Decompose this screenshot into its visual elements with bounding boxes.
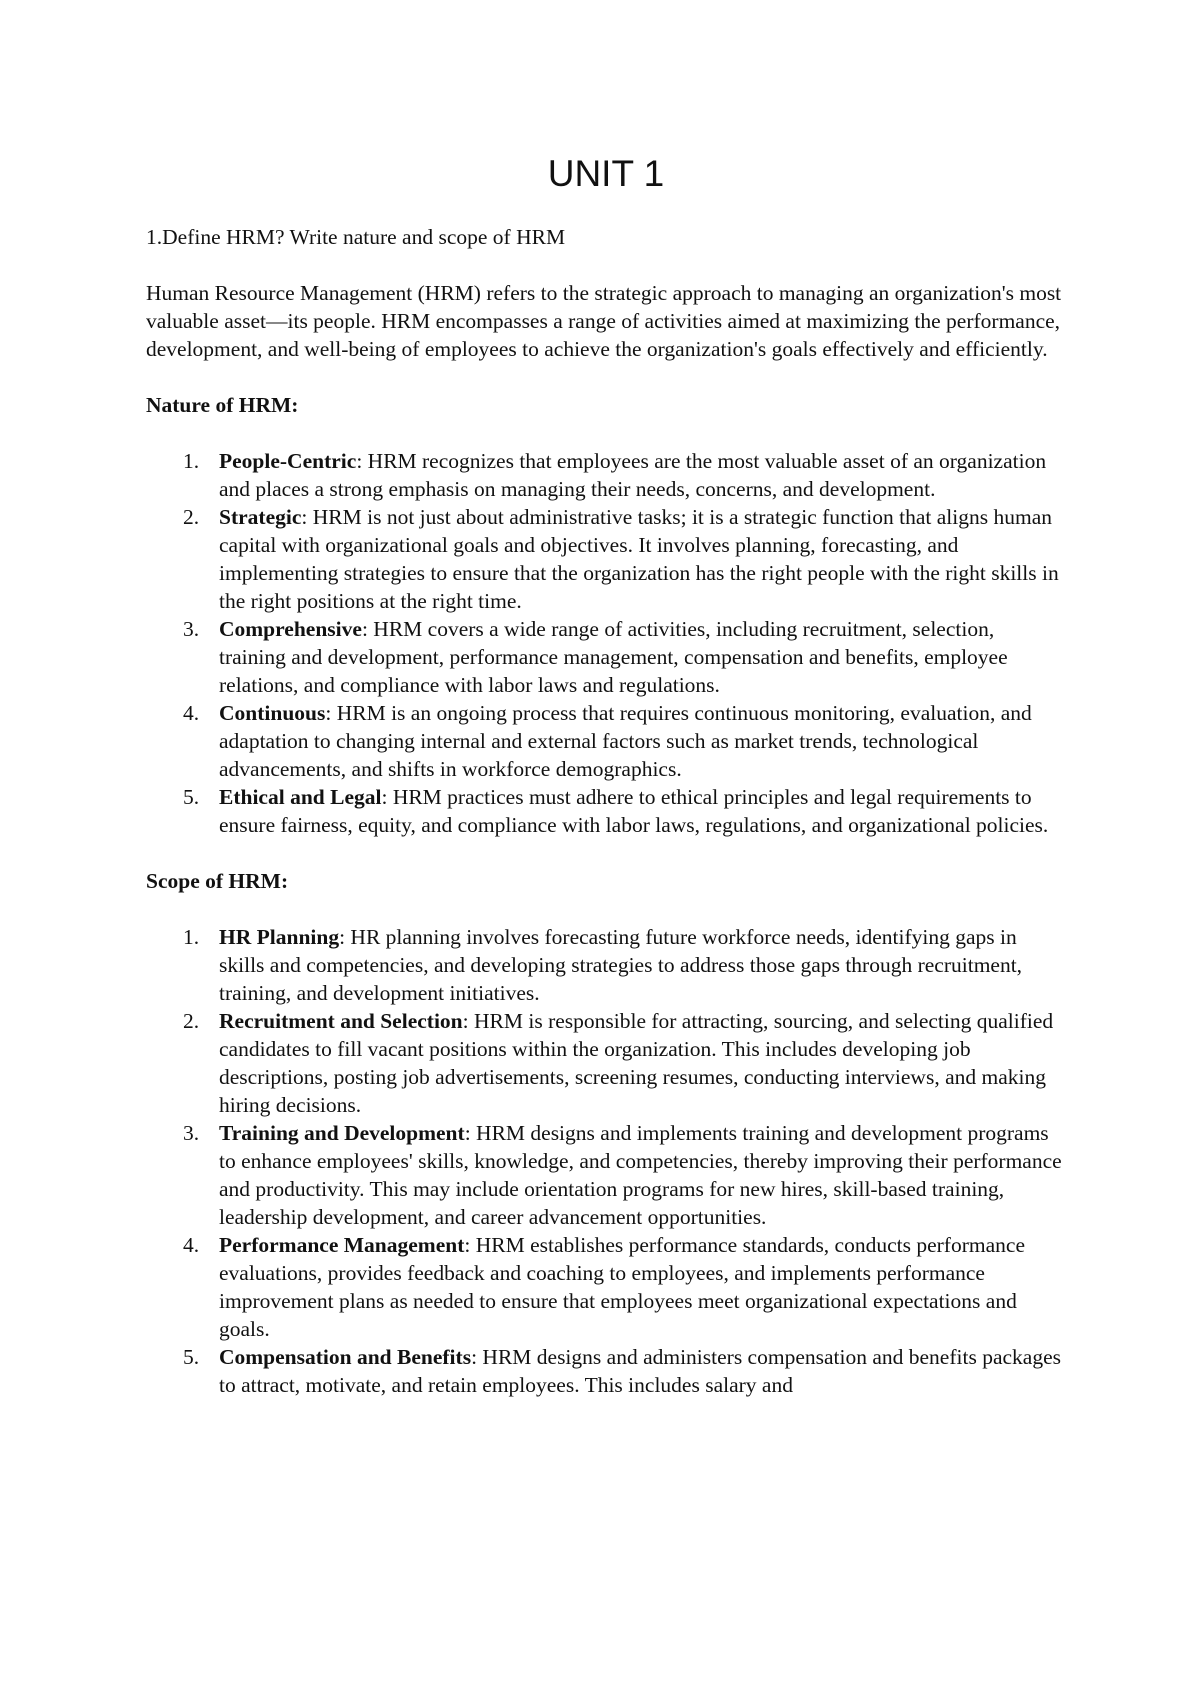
list-term: Strategic <box>219 505 302 529</box>
list-number: 2. <box>183 505 200 529</box>
nature-heading: Nature of HRM: <box>146 393 299 417</box>
list-item <box>146 1343 1066 1399</box>
list-number: 4. <box>183 701 200 725</box>
list-item <box>146 615 1066 699</box>
list-text: : HRM is responsible for attracting, sourcing, and selecting qualified candidates to fill vacant positions within the organization. This includes developing job descriptions, posting job advertisements, screening resumes, conducting interviews, and making hiring decisions. <box>219 1009 1054 1117</box>
list-number: 4. <box>183 1233 200 1257</box>
list-item <box>146 783 1066 839</box>
list-text: : HRM practices must adhere to ethical principles and legal requirements to ensure fairness, equity, and compliance with labor laws, regulations, and organizational policies. <box>219 785 1049 837</box>
question-text: 1.Define HRM? Write nature and scope of HRM <box>146 225 566 249</box>
document-body <box>146 223 1066 1427</box>
list-item <box>146 447 1066 503</box>
list-term: Compensation and Benefits <box>219 1345 472 1369</box>
list-term: Training and Development <box>219 1121 465 1145</box>
list-number: 1. <box>183 925 200 949</box>
list-number: 3. <box>183 617 200 641</box>
list-text: : HRM designs and administers compensation and benefits packages to attract, motivate, and retain employees. This includes salary and <box>219 1345 1061 1397</box>
list-term: Continuous <box>219 701 326 725</box>
list-term: HR Planning <box>219 925 340 949</box>
list-text: : HRM recognizes that employees are the most valuable asset of an organization and places a strong emphasis on managing their needs, concerns, and development. <box>219 449 1047 501</box>
list-text: : HRM establishes performance standards, conducts performance evaluations, provides feedback and coaching to employees, and implements performance improvement plans as needed to ensure that employees meet organizational expectations and goals. <box>219 1233 1025 1341</box>
list-number: 5. <box>183 1345 200 1369</box>
list-term: Ethical and Legal <box>219 785 382 809</box>
list-item <box>146 923 1066 1007</box>
list-term: Recruitment and Selection <box>219 1009 463 1033</box>
scope-list <box>146 923 1066 1399</box>
list-text: : HR planning involves forecasting future workforce needs, identifying gaps in skills and competencies, and developing strategies to address those gaps through recruitment, training, and development initiatives. <box>219 925 1023 1005</box>
list-item <box>146 1119 1066 1231</box>
list-term: Comprehensive <box>219 617 362 641</box>
list-item <box>146 503 1066 615</box>
unit-title: UNIT 1 <box>547 153 665 194</box>
list-term: People-Centric <box>219 449 357 473</box>
list-text: : HRM is not just about administrative tasks; it is a strategic function that aligns human capital with organizational goals and objectives. It involves planning, forecasting, and implementing strategies to ensure that the organization has the right people with the right skills in the right positions at the right time. <box>219 505 1059 613</box>
nature-list <box>146 447 1066 839</box>
list-term: Performance Management <box>219 1233 465 1257</box>
list-number: 5. <box>183 785 200 809</box>
intro-paragraph: Human Resource Management (HRM) refers to the strategic approach to managing an organization's most valuable asset—its people. HRM encompasses a range of activities aimed at maximizing the performance, development, and well-being of employees to achieve the organization's goals effectively and efficiently. <box>146 281 1062 361</box>
list-item <box>146 699 1066 783</box>
list-text: : HRM covers a wide range of activities, including recruitment, selection, training and development, performance management, compensation and benefits, employee relations, and compliance with labor laws and regulations. <box>219 617 1008 697</box>
list-item <box>146 1007 1066 1119</box>
scope-heading: Scope of HRM: <box>146 869 289 893</box>
list-text: : HRM is an ongoing process that requires continuous monitoring, evaluation, and adaptation to changing internal and external factors such as market trends, technological advancements, and shifts in workforce demographics. <box>219 701 1032 781</box>
list-text: : HRM designs and implements training and development programs to enhance employees' skills, knowledge, and competencies, thereby improving their performance and productivity. This may include orientation programs for new hires, skill-based training, leadership development, and career advancement opportunities. <box>219 1121 1062 1229</box>
list-number: 3. <box>183 1121 200 1145</box>
list-number: 1. <box>183 449 200 473</box>
list-number: 2. <box>183 1009 200 1033</box>
list-item <box>146 1231 1066 1343</box>
